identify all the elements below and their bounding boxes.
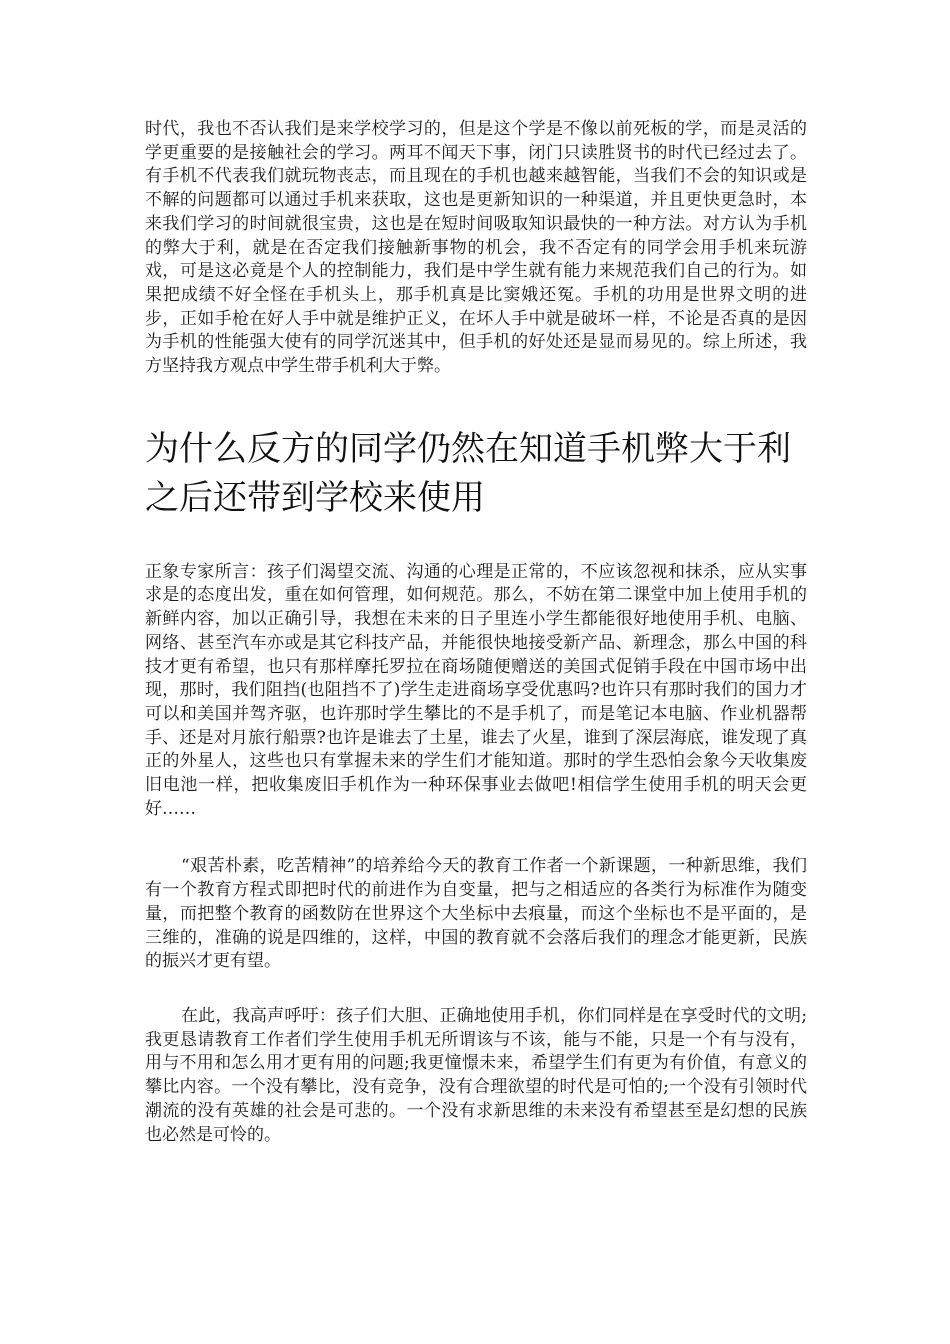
paragraph-expert-opinion: 正象专家所言：孩子们渴望交流、沟通的心理是正常的，不应该忽视和抹杀，应从实事求是的态度出发，重在如何管理，如何规范。那么，不妨在第二课堂中加上使用手机的新鲜内容，加以正确引导，我想在未来的日子里连小学生都能很好地使用手机、电脑、网络、甚至汽车亦或是其它科技产品，并能很快地接受新产品、新理念，那么中国的科技才更有希望，也只有那样摩托罗拉在商场随便赠送的美国式促销手段在中国市场中出现，那时，我们阻挡(也阻挡不了)学生走进商场享受优惠吗?也许只有那时我们的国力才可以和美国并驾齐驱，也许那时学生攀比的不是手机了，而是笔记本电脑、作业机器帮手、还是对月旅行船票?也许是谁去了土星，谁去了火星，谁到了深层海底，谁发现了真正的外星人，这些也只有掌握未来的学生们才能知道。那时的学生恐怕会象今天收集废旧电池一样，把收集废旧手机作为一种环保事业去做吧!相信学生使用手机的明天会更好…… <box>145 561 807 819</box>
section-heading: 为什么反方的同学仍然在知道手机弊大于利之后还带到学校来使用 <box>145 428 791 518</box>
document-page <box>145 118 807 1147</box>
paragraph-argument-conclusion: 时代，我也不否认我们是来学校学习的，但是这个学是不像以前死板的学，而是灵活的学更重要的是接触社会的学习。两耳不闻天下事，闭门只读胜贤书的时代已经过去了。有手机不代表我们就玩物丧志，而且现在的手机也越来越智能，当我们不会的知识或是不解的问题都可以通过手机来获取，这也是更新知识的一种渠道，并且更快更急时，本来我们学习的时间就很宝贵，这也是在短时间吸取知识最快的一种方法。对方认为手机的弊大于利，就是在否定我们接触新事物的机会，我不否定有的同学会用手机来玩游戏，可是这必竟是个人的控制能力，我们是中学生就有能力来规范我们自己的行为。如果把成绩不好全怪在手机头上，那手机真是比窦娥还冤。手机的功用是世界文明的进步，正如手枪在好人手中就是维护正义，在坏人手中就是破坏一样，不论是否真的是因为手机的性能强大使有的同学沉迷其中，但手机的好处还是显而易见的。综上所述，我方坚持我方观点中学生带手机利大于弊。 <box>145 119 807 377</box>
paragraph-education-equation: “艰苦朴素，吃苦精神”的培养给今天的教育工作者一个新课题，一种新思维，我们有一个教育方程式即把时代的前进作为自变量，把与之相适应的各类行为标准作为随变量，而把整个教育的函数防在世界这个大坐标中去痕量，而这个坐标也不是平面的，是三维的，准确的说是四维的，这样，中国的教育就不会落后我们的理念才能更新，民族的振兴才更有望。 <box>145 856 807 972</box>
paragraph-appeal: 在此，我高声呼吁：孩子们大胆、正确地使用手机，你们同样是在享受时代的文明;我更恳请教育工作者们学生使用手机无所谓该与不该，能与不能，只是一个有与没有，用与不用和怎么用才更有用的问题;我更憧憬未来，希望学生们有更为有价值，有意义的攀比内容。一个没有攀比，没有竞争，没有合理欲望的时代是可怕的;一个没有引领时代潮流的没有英雄的社会是可悲的。一个没有求新思维的未来没有希望甚至是幻想的民族也必然是可怜的。 <box>145 1005 807 1145</box>
